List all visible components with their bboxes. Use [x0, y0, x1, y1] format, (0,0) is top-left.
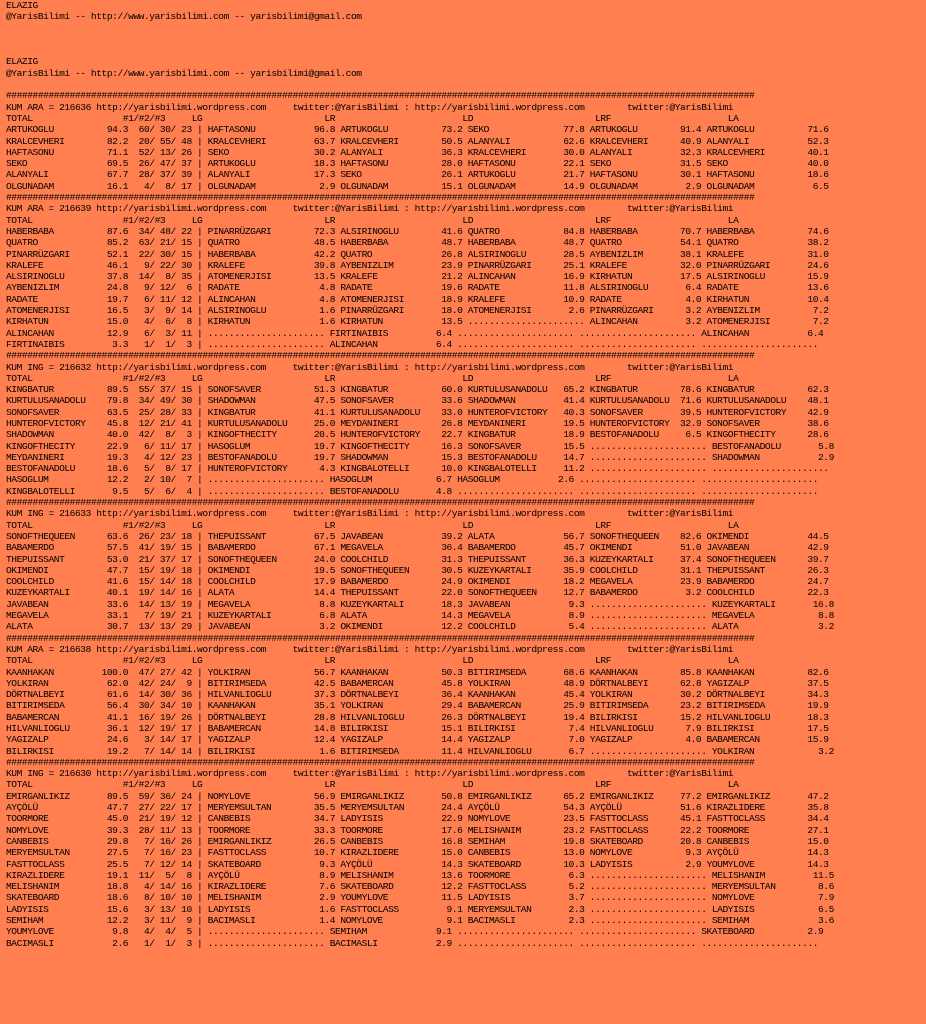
data-row: HAFTASONU 71.1 52/ 13/ 26 | SEKO 30.2 ALANYALI 36.3 KRALCEVHERI 30.0 ALANYALI 32.3 KRALCEVHERI 40.1 — [6, 146, 829, 158]
section-divider: ############################################################################################################################################# — [6, 497, 755, 509]
contact-line: @YarisBilimi -- http://www.yarisbilimi.com -- yarisbilimi@gmail.com — [6, 67, 362, 79]
data-row: ALSIRINOGLU 37.8 14/ 8/ 35 | ATOMENERJISI 13.5 KRALEFE 21.2 ALINCAHAN 16.9 KIRHATUN 17.5 ALSIRINOGLU 15.9 — [6, 271, 829, 283]
contact-line: @YarisBilimi -- http://www.yarisbilimi.com -- yarisbilimi@gmail.com — [6, 11, 362, 23]
data-row: KIRAZLIDERE 19.1 11/ 5/ 8 | AYÇÖLÜ 8.9 MELISHANIM 13.6 TOORMORE 6.3 ...................... MELISHANIM 11.5 — [6, 869, 834, 881]
data-row: BABAMERDO 57.5 41/ 19/ 15 | BABAMERDO 67.1 MEGAVELA 36.4 BABAMERDO 45.7 OKIMENDI 51.0 JAVABEAN 42.9 — [6, 542, 829, 554]
data-row: ARTUKOGLU 94.3 60/ 30/ 23 | HAFTASONU 96.8 ARTUKOGLU 73.2 SEKO 77.8 ARTUKOGLU 91.4 ARTUKOGLU 71.6 — [6, 124, 829, 136]
data-row: KUZEYKARTALI 40.1 19/ 14/ 16 | ALATA 14.4 THEPUISSANT 22.0 SONOFTHEQUEEN 12.7 BABAMERDO 3.2 COOLCHILD 22.3 — [6, 587, 829, 599]
data-row: BABAMERCAN 41.1 16/ 19/ 26 | DÖRTNALBEYI 28.8 HILVANLIOGLU 26.3 DÖRTNALBEYI 19.4 BILIRKISI 15.2 HILVANLIOGLU 18.3 — [6, 711, 829, 723]
data-row: SEMIHAM 12.2 3/ 11/ 9 | BACIMASLI 1.4 NOMYLOVE 9.1 BACIMASLI 2.3 ...................... SEMIHAM 3.6 — [6, 915, 834, 927]
data-row: MELISHANIM 18.8 4/ 14/ 16 | KIRAZLIDERE 7.6 SKATEBOARD 12.2 FASTTOCLASS 5.2 ...................... MERYEMSULTAN 8.6 — [6, 881, 834, 893]
race-header-line: KUM ING = 216633 http://yarisbilimi.wordpress.com twitter:@YarisBilimi : http://yarisbilimi.wordpress.com twitter:@YarisBilimi — [6, 508, 734, 520]
data-row: QUATRO 85.2 63/ 21/ 15 | QUATRO 48.5 HABERBABA 48.7 HABERBABA 48.7 QUATRO 54.1 QUATRO 38.2 — [6, 237, 829, 249]
data-row: KINGBATUR 89.5 55/ 37/ 15 | SONOFSAVER 51.3 KINGBATUR 60.0 KURTULUSANADOLU 65.2 KINGBATUR 78.6 KINGBATUR 62.3 — [6, 384, 829, 396]
section-divider: ############################################################################################################################################# — [6, 632, 755, 644]
data-row: TOORMORE 45.0 21/ 19/ 12 | CANBEBIS 34.7 LADYISIS 22.9 NOMYLOVE 23.5 FASTTOCLASS 45.1 FASTTOCLASS 34.4 — [6, 813, 829, 825]
data-row: SKATEBOARD 18.6 8/ 10/ 10 | MELISHANIM 2.9 YOUMYLOVE 11.5 LADYISIS 3.7 ...................... NOMYLOVE 7.9 — [6, 892, 834, 904]
data-row: THEPUISSANT 53.0 21/ 37/ 17 | SONOFTHEQUEEN 24.0 COOLCHILD 31.3 THEPUISSANT 36.3 KUZEYKARTALI 37.4 SONOFTHEQUEEN 39.7 — [6, 553, 829, 565]
data-row: YAGIZALP 24.6 3/ 14/ 17 | YAGIZALP 12.4 YAGIZALP 14.4 YAGIZALP 7.0 YAGIZALP 4.0 BABAMERCAN 15.9 — [6, 734, 829, 746]
data-row: BESTOFANADOLU 18.6 5/ 8/ 17 | HUNTEROFVICTORY 4.3 KINGBALOTELLI 10.0 KINGBALOTELLI 11.2 ...................... ...................... — [6, 463, 829, 475]
data-row: MERYEMSULTAN 27.5 7/ 16/ 23 | FASTTOCLASS 10.7 KIRAZLIDERE 15.0 CANBEBIS 13.0 NOMYLOVE 9.3 AYÇÖLÜ 14.3 — [6, 847, 829, 859]
data-row: KAANHAKAN 100.0 47/ 27/ 42 | YOLKIRAN 56.7 KAANHAKAN 50.3 BITIRIMSEDA 68.6 KAANHAKAN 85.8 KAANHAKAN 82.6 — [6, 666, 829, 678]
column-header-line: TOTAL #1/#2/#3 LG LR LD LRF LA — [6, 214, 739, 226]
data-row: AYBENIZLIM 24.8 9/ 12/ 6 | RADATE 4.8 RADATE 19.6 RADATE 11.8 ALSIRINOGLU 6.4 RADATE 13.6 — [6, 282, 829, 294]
column-header-line: TOTAL #1/#2/#3 LG LR LD LRF LA — [6, 779, 739, 791]
column-header-line: TOTAL #1/#2/#3 LG LR LD LRF LA — [6, 519, 739, 531]
data-row: HASOGLUM 12.2 2/ 10/ 7 | ...................... HASOGLUM 6.7 HASOGLUM 2.6 ...................... ...................... — [6, 474, 819, 486]
data-row: OKIMENDI 47.7 15/ 19/ 18 | OKIMENDI 19.5 SONOFTHEQUEEN 30.5 KUZEYKARTALI 35.9 COOLCHILD 31.1 THEPUISSANT 26.3 — [6, 564, 829, 576]
data-row: BACIMASLI 2.6 1/ 1/ 3 | ...................... BACIMASLI 2.9 ...................... ...................... ...................... — [6, 937, 819, 949]
blank-line — [6, 34, 834, 45]
data-row: MEGAVELA 33.1 7/ 19/ 21 | KUZEYKARTALI 6.8 ALATA 14.3 MEGAVELA 8.9 ...................... MEGAVELA 8.8 — [6, 610, 834, 622]
data-row: ALANYALI 67.7 28/ 37/ 39 | ALANYALI 17.3 SEKO 26.1 ARTUKOGLU 21.7 HAFTASONU 30.1 HAFTASONU 18.6 — [6, 169, 829, 181]
data-row: NOMYLOVE 39.3 28/ 11/ 13 | TOORMORE 33.3 TOORMORE 17.6 MELISHANIM 23.2 FASTTOCLASS 22.2 TOORMORE 27.1 — [6, 824, 829, 836]
data-row: KRALCEVHERI 82.2 20/ 55/ 48 | KRALCEVHERI 63.7 KRALCEVHERI 50.5 ALANYALI 62.6 KRALCEVHERI 40.9 ALANYALI 52.3 — [6, 135, 829, 147]
data-row: SEKO 69.5 26/ 47/ 37 | ARTUKOGLU 18.3 HAFTASONU 28.0 HAFTASONU 22.1 SEKO 31.5 SEKO 40.0 — [6, 158, 829, 170]
data-row: SONOFTHEQUEEN 63.6 26/ 23/ 18 | THEPUISSANT 67.5 JAVABEAN 39.2 ALATA 56.7 SONOFTHEQUEEN 82.6 OKIMENDI 44.5 — [6, 530, 829, 542]
data-row: ATOMENERJISI 16.5 3/ 9/ 14 | ALSIRINOGLU 1.6 PINARRÜZGARI 18.0 ATOMENERJISI 2.6 PINARRÜZGARI 3.2 AYBENIZLIM 7.2 — [6, 305, 829, 317]
race-header-line: KUM ING = 216630 http://yarisbilimi.wordpress.com twitter:@YarisBilimi : http://yarisbilimi.wordpress.com twitter:@YarisBilimi — [6, 768, 734, 780]
location-title: ELAZIG — [6, 0, 38, 11]
data-row: ALINCAHAN 12.9 6/ 3/ 11 | ...................... FIRTINAIBIS 6.4 ...................... ...................... ALINCAHAN 6.4 — [6, 327, 824, 339]
data-row: KINGOFTHECITY 22.9 6/ 11/ 17 | HASOGLUM 19.7 KINGOFTHECITY 16.3 SONOFSAVER 15.5 ...................... BESTOFANADOLU 5.8 — [6, 440, 834, 452]
race-header-line: KUM ARA = 216636 http://yarisbilimi.wordpress.com twitter:@YarisBilimi : http://yarisbilimi.wordpress.com twitter:@YarisBilimi — [6, 101, 734, 113]
race-header-line: KUM ARA = 216638 http://yarisbilimi.wordpress.com twitter:@YarisBilimi : http://yarisbilimi.wordpress.com twitter:@YarisBilimi — [6, 643, 734, 655]
data-row: CANBEBIS 29.8 7/ 16/ 26 | EMIRGANLIKIZ 26.5 CANBEBIS 16.8 SEMIHAM 19.8 SKATEBOARD 20.8 CANBEBIS 15.0 — [6, 835, 829, 847]
data-row: HABERBABA 87.6 34/ 48/ 22 | PINARRÜZGARI 72.3 ALSIRINOGLU 41.6 QUATRO 84.8 HABERBABA 70.7 HABERBABA 74.6 — [6, 225, 829, 237]
race-report-text — [6, 0, 834, 949]
data-row: COOLCHILD 41.6 15/ 14/ 18 | COOLCHILD 17.9 BABAMERDO 24.9 OKIMENDI 18.2 MEGAVELA 23.9 BABAMERDO 24.7 — [6, 576, 829, 588]
blank-line — [6, 79, 834, 90]
data-row: DÖRTNALBEYI 61.6 14/ 30/ 36 | HILVANLIOGLU 37.3 DÖRTNALBEYI 36.4 KAANHAKAN 45.4 YOLKIRAN 30.2 DÖRTNALBEYI 34.3 — [6, 689, 829, 701]
data-row: PINARRÜZGARI 52.1 22/ 30/ 15 | HABERBABA 42.2 QUATRO 26.8 ALSIRINOGLU 28.5 AYBENIZLIM 38.1 KRALEFE 31.0 — [6, 248, 829, 260]
data-row: HUNTEROFVICTORY 45.8 12/ 21/ 41 | KURTULUSANADOLU 25.0 MEYDANINERI 26.8 MEYDANINERI 19.5 HUNTEROFVICTORY 32.9 SONOFSAVER 38.6 — [6, 417, 829, 429]
data-row: AYÇÖLÜ 47.7 27/ 22/ 17 | MERYEMSULTAN 35.5 MERYEMSULTAN 24.4 AYÇÖLÜ 54.3 AYÇÖLÜ 51.6 KIRAZLIDERE 35.8 — [6, 802, 829, 814]
location-title: ELAZIG — [6, 56, 38, 68]
section-divider: ############################################################################################################################################# — [6, 192, 755, 204]
data-row: EMIRGANLIKIZ 89.5 59/ 36/ 24 | NOMYLOVE 56.9 EMIRGANLIKIZ 50.8 EMIRGANLIKIZ 65.2 EMIRGANLIKIZ 77.2 EMIRGANLIKIZ 47.2 — [6, 790, 829, 802]
data-row: YOLKIRAN 62.0 42/ 24/ 9 | BITIRIMSEDA 42.5 BABAMERCAN 45.8 YOLKIRAN 48.9 DÖRTNALBEYI 62.8 YAGIZALP 37.5 — [6, 677, 829, 689]
column-header-line: TOTAL #1/#2/#3 LG LR LD LRF LA — [6, 112, 739, 124]
race-header-line: KUM ARA = 216639 http://yarisbilimi.wordpress.com twitter:@YarisBilimi : http://yarisbilimi.wordpress.com twitter:@YarisBilimi — [6, 203, 734, 215]
section-divider: ############################################################################################################################################# — [6, 350, 755, 362]
column-header-line: TOTAL #1/#2/#3 LG LR LD LRF LA — [6, 372, 739, 384]
data-row: JAVABEAN 33.6 14/ 13/ 19 | MEGAVELA 8.8 KUZEYKARTALI 18.3 JAVABEAN 9.3 ...................... KUZEYKARTALI 16.8 — [6, 598, 834, 610]
data-row: KRALEFE 46.1 9/ 22/ 30 | KRALEFE 39.8 AYBENIZLIM 23.9 PINARRÜZGARI 25.1 KRALEFE 32.0 PINARRÜZGARI 24.6 — [6, 259, 829, 271]
data-row: BILIRKISI 19.2 7/ 14/ 14 | BILIRKISI 1.6 BITIRIMSEDA 11.4 HILVANLIOGLU 6.7 ...................... YOLKIRAN 3.2 — [6, 745, 834, 757]
data-row: BITIRIMSEDA 56.4 30/ 34/ 10 | KAANHAKAN 35.1 YOLKIRAN 29.4 BABAMERCAN 25.9 BITIRIMSEDA 23.2 BITIRIMSEDA 19.9 — [6, 700, 829, 712]
blank-line — [6, 45, 834, 56]
data-row: YOUMYLOVE 9.8 4/ 4/ 5 | ...................... SEMIHAM 9.1 ...................... ...................... SKATEBOARD 2.9 — [6, 926, 824, 938]
data-row: HILVANLIOGLU 36.1 12/ 19/ 17 | BABAMERCAN 14.8 BILIRKISI 15.1 BILIRKISI 7.4 HILVANLIOGLU 7.9 BILIRKISI 17.5 — [6, 723, 829, 734]
data-row: KIRHATUN 15.0 4/ 6/ 8 | KIRHATUN 1.6 KIRHATUN 13.5 ...................... ALINCAHAN 3.2 ATOMENERJISI 7.2 — [6, 316, 829, 328]
race-header-line: KUM ING = 216632 http://yarisbilimi.wordpress.com twitter:@YarisBilimi : http://yarisbilimi.wordpress.com twitter:@YarisBilimi — [6, 361, 734, 373]
section-divider: ############################################################################################################################################# — [6, 90, 755, 102]
data-row: MEYDANINERI 19.3 4/ 12/ 23 | BESTOFANADOLU 19.7 SHADOWMAN 15.3 BESTOFANADOLU 14.7 ...................... SHADOWMAN 2.9 — [6, 451, 834, 463]
data-row: KURTULUSANADOLU 79.8 34/ 49/ 30 | SHADOWMAN 47.5 SONOFSAVER 33.6 SHADOWMAN 41.4 KURTULUSANADOLU 71.6 KURTULUSANADOLU 48.1 — [6, 395, 829, 407]
data-row: OLGUNADAM 16.1 4/ 8/ 17 | OLGUNADAM 2.9 OLGUNADAM 15.1 OLGUNADAM 14.9 OLGUNADAM 2.9 OLGUNADAM 6.5 — [6, 180, 829, 192]
data-row: LADYISIS 15.6 3/ 13/ 10 | LADYISIS 1.6 FASTTOCLASS 9.1 MERYEMSULTAN 2.3 ...................... LADYISIS 6.5 — [6, 903, 834, 915]
data-row: FIRTINAIBIS 3.3 1/ 1/ 3 | ...................... ALINCAHAN 6.4 ...................... ...................... ...................... — [6, 338, 819, 350]
column-header-line: TOTAL #1/#2/#3 LG LR LD LRF LA — [6, 655, 739, 667]
data-row: FASTTOCLASS 25.5 7/ 12/ 14 | SKATEBOARD 9.3 AYÇÖLÜ 14.3 SKATEBOARD 10.3 LADYISIS 2.9 YOUMYLOVE 14.3 — [6, 858, 829, 870]
blank-line — [6, 23, 834, 34]
data-row: ALATA 30.7 13/ 13/ 29 | JAVABEAN 3.2 OKIMENDI 12.2 COOLCHILD 5.4 ...................... ALATA 3.2 — [6, 621, 834, 633]
data-row: SONOFSAVER 63.5 25/ 28/ 33 | KINGBATUR 41.1 KURTULUSANADOLU 33.0 HUNTEROFVICTORY 40.3 SONOFSAVER 39.5 HUNTEROFVICTORY 42.9 — [6, 406, 829, 418]
data-row: KINGBALOTELLI 9.5 5/ 6/ 4 | ...................... BESTOFANADOLU 4.8 ...................... ...................... ...................... — [6, 485, 819, 497]
section-divider: ############################################################################################################################################# — [6, 756, 755, 768]
data-row: SHADOWMAN 40.0 42/ 8/ 3 | KINGOFTHECITY 20.5 HUNTEROFVICTORY 22.7 KINGBATUR 18.9 BESTOFANADOLU 6.5 KINGOFTHECITY 28.6 — [6, 429, 829, 441]
data-row: RADATE 19.7 6/ 11/ 12 | ALINCAHAN 4.8 ATOMENERJISI 18.9 KRALEFE 10.9 RADATE 4.0 KIRHATUN 10.4 — [6, 293, 829, 305]
